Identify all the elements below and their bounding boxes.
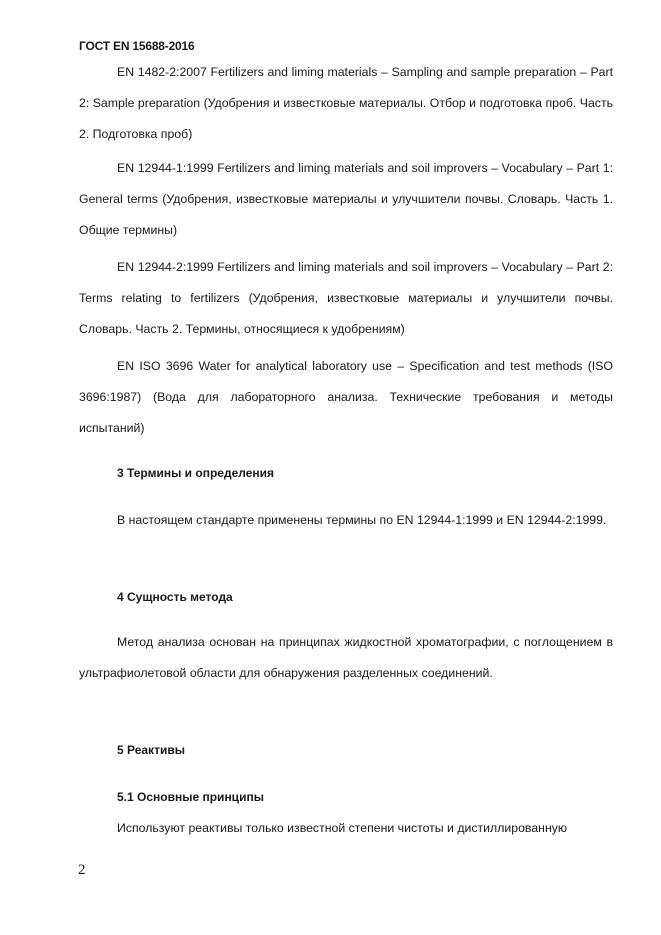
- reagents-text: Используют реактивы только известной степени чистоты и дистиллированную: [117, 821, 568, 835]
- subsection-heading-principles: 5.1 Основные принципы: [117, 790, 264, 804]
- section-heading-method: 4 Сущность метода: [117, 590, 233, 604]
- reference-paragraph-iso3696: [79, 351, 613, 444]
- method-paragraph: [79, 627, 613, 689]
- reference-text: EN 12944-2:1999 Fertilizers and liming materials and soil improvers – Vocabulary – Part 2: Terms relating to fertilizers (Удобрения, известковые материалы и улучшители почвы. Словарь. Часть 2. Термины, относящиеся к удобрениям): [79, 260, 613, 336]
- terms-text: В настоящем стандарте применены термины по EN 12944-1:1999 и EN 12944-2:1999.: [117, 513, 607, 527]
- page-number: 2: [78, 862, 86, 878]
- reference-text: EN 12944-1:1999 Fertilizers and liming materials and soil improvers – Vocabulary – Part 1: General terms (Удобрения, известковые материалы и улучшители почвы. Словарь. Часть 1. Общие термины): [79, 161, 613, 237]
- reference-paragraph-en12944-2: [79, 252, 613, 345]
- reference-text: EN ISO 3696 Water for analytical laboratory use – Specification and test methods (ISO 3696:1987) (Вода для лабораторного анализа. Технические требования и методы испытаний): [79, 359, 613, 435]
- reference-paragraph-en1482: [79, 57, 613, 150]
- section-heading-terms: 3 Термины и определения: [117, 466, 275, 480]
- reference-paragraph-en12944-1: [79, 153, 613, 246]
- document-header: ГОСТ EN 15688-2016: [79, 39, 195, 53]
- reagents-paragraph: [79, 813, 613, 844]
- section-heading-reagents: 5 Реактивы: [117, 743, 185, 757]
- reference-text: EN 1482-2:2007 Fertilizers and liming materials – Sampling and sample preparation – Part 2: Sample preparation (Удобрения и известковые материалы. Отбор и подготовка проб. Часть 2. Подготовка проб): [79, 65, 613, 141]
- terms-paragraph: [79, 505, 613, 536]
- method-text: Метод анализа основан на принципах жидкостной хроматографии, с поглощением в ультрафиолетовой области для обнаружения разделенных соединений.: [79, 635, 613, 680]
